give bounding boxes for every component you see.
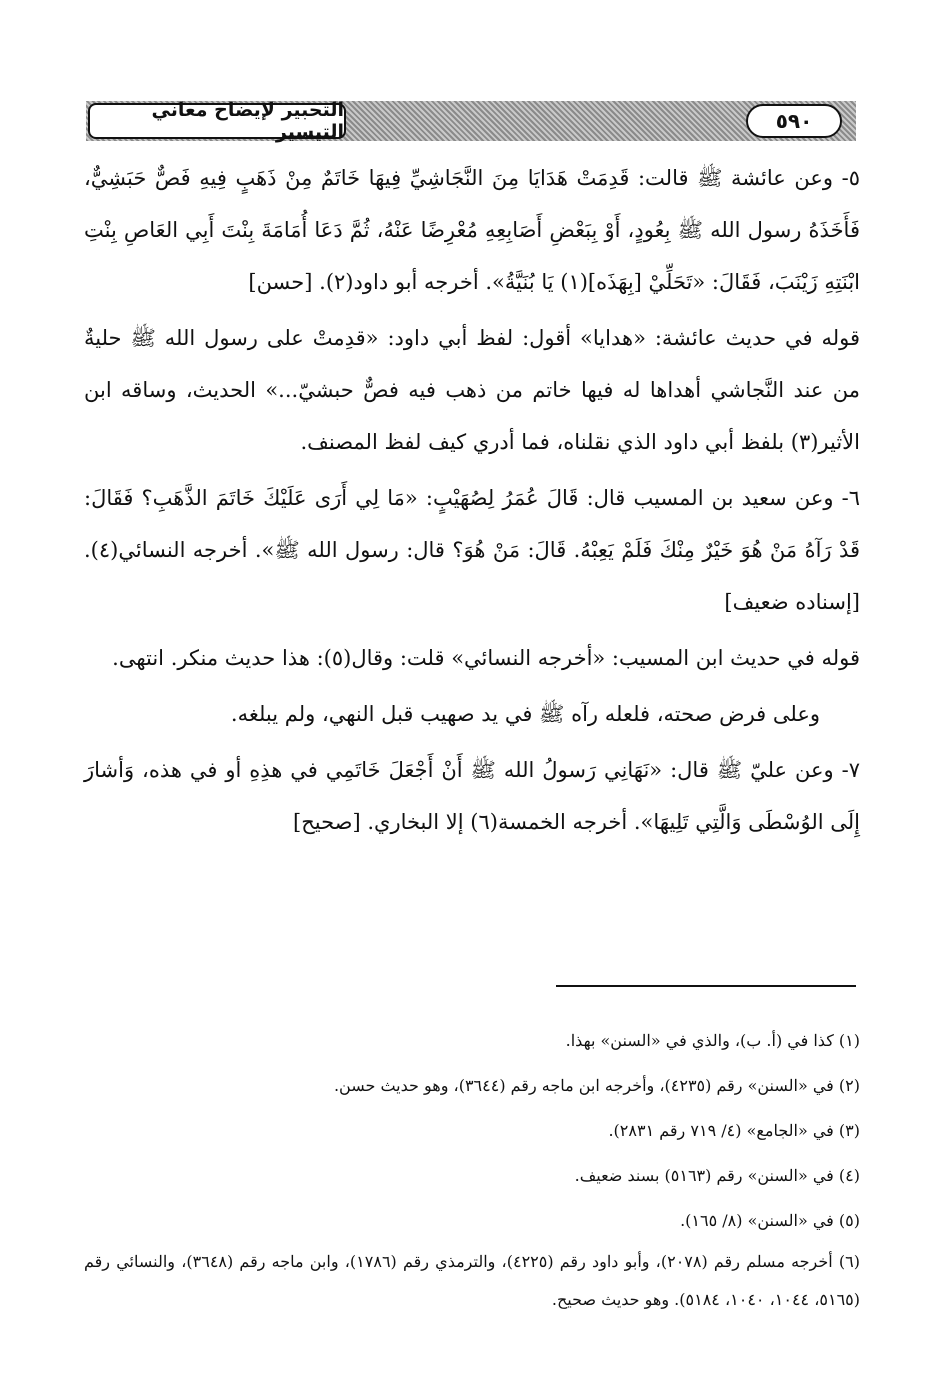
hadith-7: ٧- وعن عليّ ﷺ قال: «نَهَانِي رَسولُ الله ﷺ أَنْ أَجْعَلَ خَاتَمِي في هذِهِ أو في هذه، وَأشارَ إِلَى الوُسْطَى وَالَّتِي تَلِيهَا». أخرجه الخمسة(٦) إلا البخاري. [صحيح] bbox=[84, 758, 860, 834]
footnote-4: (٤) في «السنن» رقم (٥١٦٣) بسند ضعيف. bbox=[574, 1166, 860, 1185]
footnote-5: (٥) في «السنن» (٨/ ١٦٥). bbox=[680, 1211, 860, 1230]
commentary-hadith-6: قوله في حديث ابن المسيب: «أخرجه النسائي» قلت: وقال(٥): هذا حديث منكر. انتهى. bbox=[112, 646, 860, 670]
page-number: ٥٩٠ bbox=[746, 104, 842, 138]
footnotes bbox=[84, 1018, 860, 1319]
commentary-note: وعلى فرض صحته، فلعله رآه ﷺ في يد صهيب قبل النهي، ولم يبلغه. bbox=[230, 702, 820, 726]
footnote-6: (٦) أخرجه مسلم رقم (٢٠٧٨)، وأبو داود رقم (٤٢٢٥)، والترمذي رقم (١٧٨٦)، وابن ماجه رقم (٣٦٤٨)، والنسائي رقم (٥١٦٥، ١٠٤٤، ١٠٤٠، ٥١٨٤). وهو حديث صحيح. bbox=[84, 1252, 861, 1309]
hadith-6: ٦- وعن سعيد بن المسيب قال: قَالَ عُمَرُ لِصُهَيْبٍ: «مَا لِي أَرَى عَلَيْكَ خَاتَمَ الذَّهَبِ؟ فَقَالَ: قَدْ رَآهُ مَنْ هُوَ خَيْرٌ مِنْكَ فَلَمْ يَعِبْهُ. قَالَ: مَنْ هُوَ؟ قال: رسول الله ﷺ». أخرجه النسائي(٤). [إسناده ضعيف] bbox=[84, 486, 860, 614]
footnote-divider bbox=[556, 985, 856, 987]
hadith-5: ٥- وعن عائشة ﷺ قالت: قَدِمَتْ هَدَايَا مِنَ النَّجَاشِيِّ فِيهَا خَاتَمٌ مِنْ ذَهَبٍ فِيهِ فَصٌّ حَبَشِيٌّ، فَأَخَذَهُ رسول الله ﷺ بِعُودٍ، أَوْ بِبَعْضِ أَصَابِعِهِ مُعْرِضًا عَنْهُ، ثُمَّ دَعَا أُمَامَةَ بِنْتَ أَبِي العَاصِ بِنْتِ ابْنَتِهِ زَيْنَبَ، فَقَالَ: «تَحَلِّيْ [بِهَذَه](١) يَا بُنَيَّةُ». أخرجه أبو داود(٢). [حسن] bbox=[84, 166, 860, 294]
main-text bbox=[84, 152, 860, 852]
footnote-3: (٣) في «الجامع» (٤/ ٧١٩ رقم ٢٨٣١). bbox=[608, 1121, 860, 1140]
commentary-hadith-5: قوله في حديث عائشة: «هدايا» أقول: لفظ أبي داود: «قدِمتْ على رسول الله ﷺ حليةٌ من عند النَّجاشي أهداها له فيها خاتم من ذهب فيه فصٌّ حبشيّ...» الحديث، وساقه ابن الأثير(٣) بلفظ أبي داود الذي نقلناه، فما أدري كيف لفظ المصنف. bbox=[84, 326, 860, 454]
book-title: التحبير لإيضاح معاني التيسير bbox=[88, 103, 346, 139]
footnote-2: (٢) في «السنن» رقم (٤٢٣٥)، وأخرجه ابن ماجه رقم (٣٦٤٤)، وهو حديث حسن. bbox=[333, 1076, 860, 1095]
footnote-1: (١) كذا في (أ. ب)، والذي في «السنن» بهذا. bbox=[565, 1031, 860, 1050]
